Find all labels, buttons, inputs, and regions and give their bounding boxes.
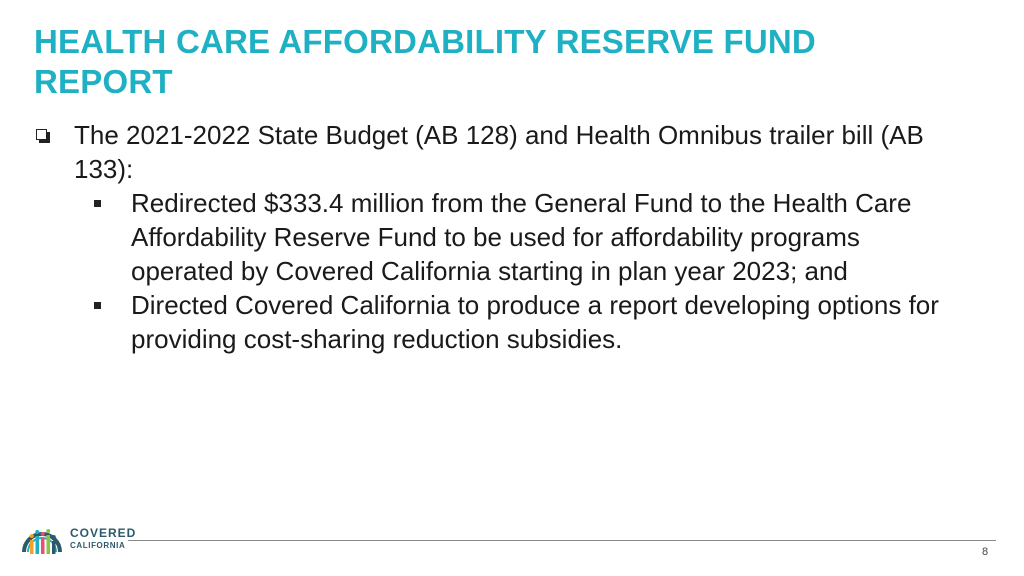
bullet-item — [34, 118, 964, 356]
logo-text-covered: COVERED — [70, 526, 137, 540]
sub-bullet-text: Redirected $333.4 million from the General Fund to the Health Care Affordability Reserve Fund to be used for affordability programs operated by Covered California starting in plan year 2023; and — [131, 188, 912, 286]
square-bullet-icon — [94, 302, 101, 309]
slide-title: HEALTH CARE AFFORDABILITY RESERVE FUND REPORT — [34, 23, 816, 100]
logo-icon — [18, 516, 66, 562]
sub-bullet-item — [74, 186, 964, 288]
bullet-list — [34, 118, 964, 356]
sub-bullet-list — [74, 186, 964, 356]
sub-bullet-item — [74, 288, 964, 356]
footer-divider — [128, 540, 996, 541]
sub-bullet-text: Directed Covered California to produce a report developing options for providing cost-sharing reduction subsidies. — [131, 290, 939, 354]
logo-text-california: CALIFORNIA — [70, 541, 126, 550]
square-bullet-icon — [94, 200, 101, 207]
checkbox-bullet-icon — [36, 129, 47, 140]
covered-california-logo — [18, 516, 137, 562]
bullet-text: The 2021-2022 State Budget (AB 128) and Health Omnibus trailer bill (AB 133): — [74, 120, 924, 184]
page-number: 8 — [982, 546, 989, 558]
